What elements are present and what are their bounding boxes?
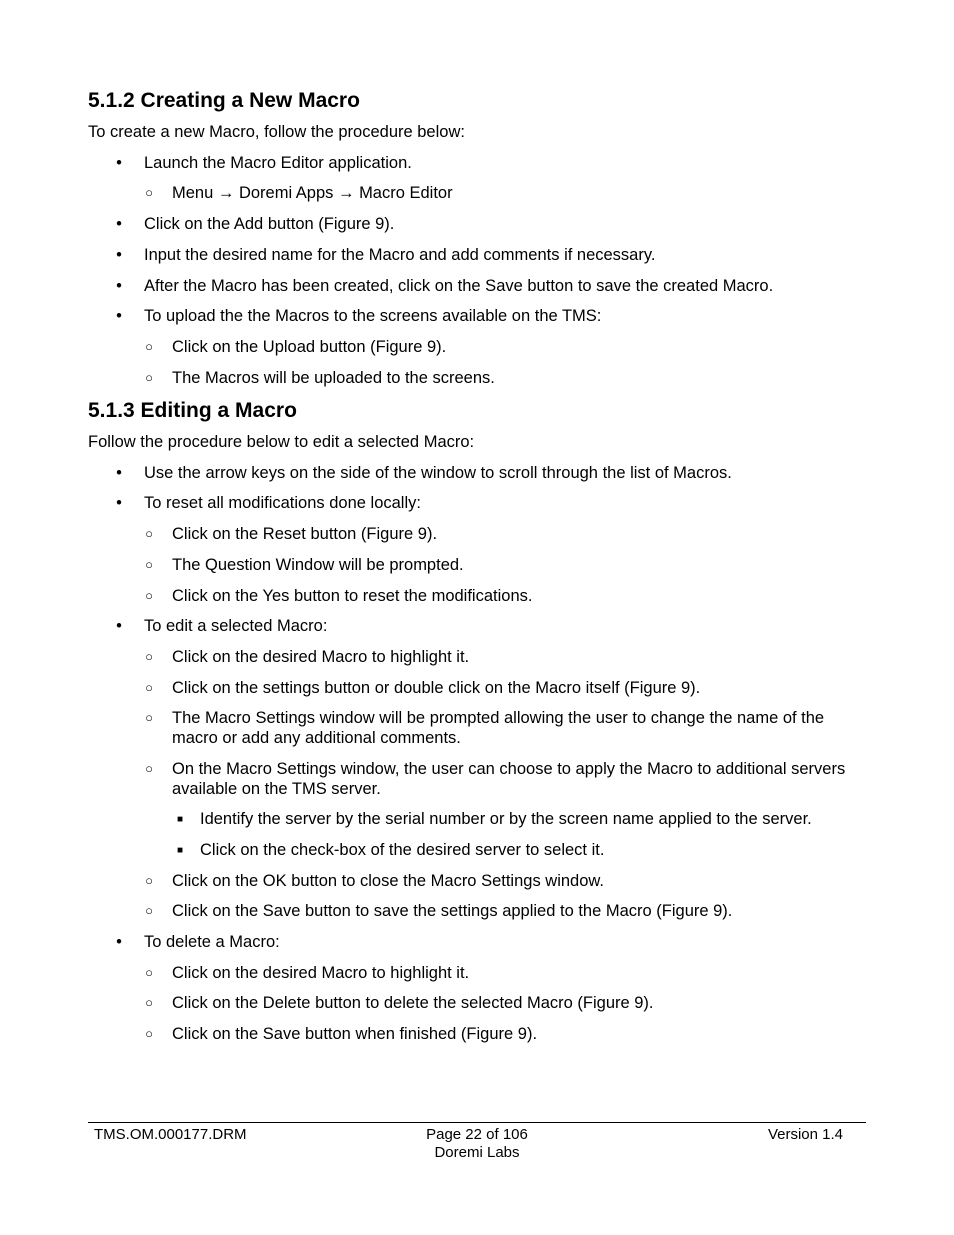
list-item-text: Click on the Upload button (Figure 9).: [172, 338, 447, 356]
hollow-bullet-icon: ○: [145, 965, 153, 980]
list-item-text: Identify the server by the serial number or by the screen name applied to the server.: [200, 810, 812, 828]
list-item-text: Click on the OK button to close the Macro Settings window.: [172, 872, 604, 890]
list-item-text: Launch the Macro Editor application.: [144, 154, 412, 172]
list-item-text: On the Macro Settings window, the user can choose to apply the Macro to additional servers available on the TMS server.: [172, 760, 846, 798]
list-item-text: To delete a Macro:: [144, 933, 280, 951]
hollow-bullet-icon: ○: [145, 339, 153, 354]
footer-page-number: Page 22 of 106: [426, 1126, 528, 1143]
hollow-bullet-icon: ○: [145, 649, 153, 664]
list-item-text: Click on the Delete button to delete the selected Macro (Figure 9).: [172, 994, 654, 1012]
list-item-text: Click on the settings button or double click on the Macro itself (Figure 9).: [172, 679, 701, 697]
bullet-icon: •: [116, 277, 122, 295]
hollow-bullet-icon: ○: [145, 761, 153, 776]
list-item-text: To reset all modifications done locally:: [144, 494, 421, 512]
list-item-text: Use the arrow keys on the side of the window to scroll through the list of Macros.: [144, 464, 732, 482]
hollow-bullet-icon: ○: [145, 557, 153, 572]
list-item-text: Click on the Yes button to reset the modifications.: [172, 587, 533, 605]
section-heading-creating-macro: 5.1.2 Creating a New Macro: [88, 89, 360, 112]
hollow-bullet-icon: ○: [145, 1026, 153, 1041]
hollow-bullet-icon: ○: [145, 680, 153, 695]
section-heading-editing-macro: 5.1.3 Editing a Macro: [88, 399, 297, 422]
hollow-bullet-icon: ○: [145, 185, 153, 200]
list-item-text: Click on the check-box of the desired server to select it.: [200, 841, 605, 859]
bullet-icon: •: [116, 246, 122, 264]
list-item-text: After the Macro has been created, click on the Save button to save the created Macro.: [144, 277, 774, 295]
list-item-text: The Macros will be uploaded to the screens.: [172, 369, 495, 387]
hollow-bullet-icon: ○: [145, 526, 153, 541]
hollow-bullet-icon: ○: [145, 710, 153, 725]
hollow-bullet-icon: ○: [145, 588, 153, 603]
hollow-bullet-icon: ○: [145, 370, 153, 385]
footer-doc-id: TMS.OM.000177.DRM: [94, 1126, 247, 1143]
list-item-text: To upload the the Macros to the screens available on the TMS:: [144, 307, 602, 325]
bullet-icon: •: [116, 464, 122, 482]
hollow-bullet-icon: ○: [145, 873, 153, 888]
bullet-icon: •: [116, 215, 122, 233]
list-item-text: The Macro Settings window will be prompted allowing the user to change the name of the macro or add any additional comments.: [172, 709, 825, 747]
list-item-text: Input the desired name for the Macro and add comments if necessary.: [144, 246, 656, 264]
square-bullet-icon: ■: [176, 814, 184, 825]
list-item-text: Click on the Save button to save the settings applied to the Macro (Figure 9).: [172, 902, 733, 920]
hollow-bullet-icon: ○: [145, 903, 153, 918]
list-item-text: To edit a selected Macro:: [144, 617, 328, 635]
bullet-icon: •: [116, 933, 122, 951]
footer-version: Version 1.4: [767, 1126, 843, 1143]
bullet-icon: •: [116, 307, 122, 325]
list-item-text: Click on the Save button when finished (Figure 9).: [172, 1025, 538, 1043]
list-item-text: Click on the desired Macro to highlight it.: [172, 964, 470, 982]
list-item-text: Click on the Reset button (Figure 9).: [172, 525, 438, 543]
square-bullet-icon: ■: [176, 845, 184, 856]
list-item-text: Menu → Doremi Apps → Macro Editor: [172, 184, 453, 202]
footer-divider: [88, 1122, 866, 1123]
list-item-text: Click on the desired Macro to highlight it.: [172, 648, 470, 666]
bullet-icon: •: [116, 617, 122, 635]
hollow-bullet-icon: ○: [145, 995, 153, 1010]
footer-company: Doremi Labs: [434, 1144, 520, 1161]
section-intro-creating-macro: To create a new Macro, follow the procedure below:: [88, 123, 465, 141]
list-item-text: Click on the Add button (Figure 9).: [144, 215, 395, 233]
bullet-icon: •: [116, 494, 122, 512]
section-intro-editing-macro: Follow the procedure below to edit a selected Macro:: [88, 433, 475, 451]
bullet-icon: •: [116, 154, 122, 172]
list-item-text: The Question Window will be prompted.: [172, 556, 464, 574]
